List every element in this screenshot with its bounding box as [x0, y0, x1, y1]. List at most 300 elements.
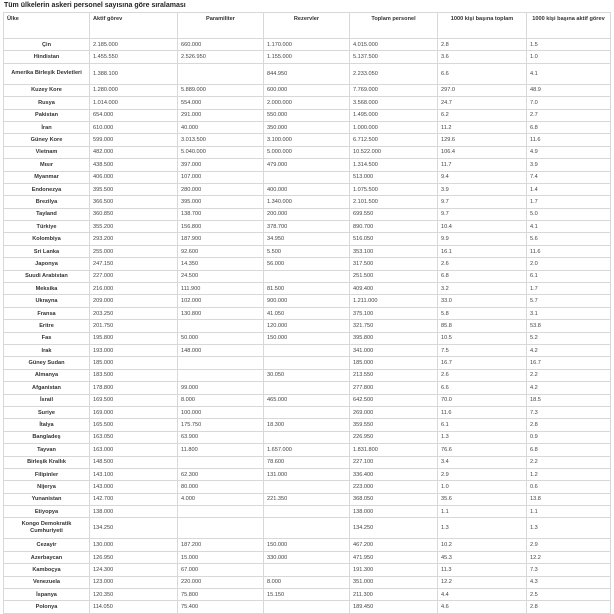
total-per-1000-cell: 9.4 [438, 171, 527, 183]
table-row [4, 221, 611, 233]
country-cell: Mısır [4, 159, 90, 171]
reserves-cell: 41.050 [264, 307, 350, 319]
total-per-1000-cell: 9.7 [438, 196, 527, 208]
paramilitary-cell: 187.900 [178, 233, 264, 245]
total-per-1000-cell: 6.8 [438, 270, 527, 282]
reserves-cell [264, 171, 350, 183]
table-row [4, 444, 611, 456]
total-personnel-cell: 516.050 [350, 233, 438, 245]
table-row [4, 382, 611, 394]
reserves-cell: 15.150 [264, 589, 350, 601]
reserves-cell [264, 270, 350, 282]
total-personnel-cell: 7.769.000 [350, 84, 438, 96]
active-duty-cell: 165.500 [90, 419, 178, 431]
total-personnel-cell: 409.400 [350, 283, 438, 295]
table-row [4, 51, 611, 63]
country-cell: Eritre [4, 320, 90, 332]
column-header-reserves[interactable]: Rezervler [264, 13, 350, 39]
table-row [4, 258, 611, 270]
total-per-1000-cell: 12.2 [438, 576, 527, 588]
country-cell: Güney Kore [4, 134, 90, 146]
paramilitary-cell: 291.000 [178, 109, 264, 121]
table-row [4, 539, 611, 551]
reserves-cell: 1.155.000 [264, 51, 350, 63]
total-per-1000-cell: 33.0 [438, 295, 527, 307]
table-row [4, 406, 611, 418]
country-cell: Nijerya [4, 481, 90, 493]
active-duty-cell: 203.250 [90, 307, 178, 319]
total-per-1000-cell: 6.6 [438, 382, 527, 394]
total-per-1000-cell: 1.0 [438, 481, 527, 493]
total-personnel-cell: 138.000 [350, 506, 438, 518]
paramilitary-cell [178, 369, 264, 381]
active-per-1000-cell: 11.6 [527, 245, 611, 257]
reserves-cell: 221.350 [264, 493, 350, 505]
total-personnel-cell: 2.233.050 [350, 63, 438, 84]
country-cell: Amerika Birleşik Devletleri [4, 63, 90, 84]
reserves-cell [264, 382, 350, 394]
table-row [4, 295, 611, 307]
paramilitary-cell: 63.900 [178, 431, 264, 443]
paramilitary-cell [178, 518, 264, 539]
total-personnel-cell: 317.500 [350, 258, 438, 270]
country-cell: Pakistan [4, 109, 90, 121]
table-row [4, 146, 611, 158]
total-personnel-cell: 359.550 [350, 419, 438, 431]
total-personnel-cell: 375.100 [350, 307, 438, 319]
column-header-paramilitary[interactable]: Paramiliter [178, 13, 264, 39]
table-row [4, 97, 611, 109]
active-per-1000-cell: 3.9 [527, 159, 611, 171]
active-duty-cell: 193.000 [90, 344, 178, 356]
total-per-1000-cell: 2.6 [438, 258, 527, 270]
total-per-1000-cell: 3.6 [438, 51, 527, 63]
active-duty-cell: 360.850 [90, 208, 178, 220]
reserves-cell: 18.300 [264, 419, 350, 431]
total-personnel-cell: 1.000.000 [350, 121, 438, 133]
paramilitary-cell: 148.000 [178, 344, 264, 356]
total-personnel-cell: 4.015.000 [350, 39, 438, 51]
total-per-1000-cell: 3.4 [438, 456, 527, 468]
column-header-total-personnel[interactable]: Toplam personel [350, 13, 438, 39]
country-cell: İtalya [4, 419, 90, 431]
active-per-1000-cell: 6.8 [527, 444, 611, 456]
reserves-cell [264, 481, 350, 493]
table-row [4, 357, 611, 369]
table-row [4, 320, 611, 332]
total-personnel-cell: 1.831.800 [350, 444, 438, 456]
table-row [4, 233, 611, 245]
total-per-1000-cell: 2.9 [438, 468, 527, 480]
table-row [4, 589, 611, 601]
table-row [4, 468, 611, 480]
active-per-1000-cell: 5.6 [527, 233, 611, 245]
total-personnel-cell: 191.300 [350, 564, 438, 576]
country-cell: Fas [4, 332, 90, 344]
active-per-1000-cell: 1.7 [527, 196, 611, 208]
active-per-1000-cell: 1.7 [527, 283, 611, 295]
active-duty-cell: 148.500 [90, 456, 178, 468]
column-header-active-per-1000[interactable]: 1000 kişi başına aktif görev [527, 13, 611, 39]
reserves-cell: 8.000 [264, 576, 350, 588]
total-personnel-cell: 321.750 [350, 320, 438, 332]
table-row [4, 431, 611, 443]
total-per-1000-cell: 297.0 [438, 84, 527, 96]
active-duty-cell: 255.000 [90, 245, 178, 257]
total-per-1000-cell: 6.2 [438, 109, 527, 121]
total-personnel-cell: 1.211.000 [350, 295, 438, 307]
total-per-1000-cell: 5.8 [438, 307, 527, 319]
table-row [4, 134, 611, 146]
total-personnel-cell: 277.800 [350, 382, 438, 394]
paramilitary-cell [178, 456, 264, 468]
country-cell: Kuzey Kore [4, 84, 90, 96]
active-duty-cell: 183.500 [90, 369, 178, 381]
country-cell: Suudi Arabistan [4, 270, 90, 282]
country-cell: Myanmar [4, 171, 90, 183]
active-per-1000-cell: 5.2 [527, 332, 611, 344]
active-per-1000-cell: 3.1 [527, 307, 611, 319]
table-row [4, 369, 611, 381]
country-cell: Brezilya [4, 196, 90, 208]
paramilitary-cell: 75.400 [178, 601, 264, 613]
country-cell: Almanya [4, 369, 90, 381]
active-duty-cell: 216.000 [90, 283, 178, 295]
paramilitary-cell: 102.000 [178, 295, 264, 307]
total-personnel-cell: 251.500 [350, 270, 438, 282]
total-personnel-cell: 10.522.000 [350, 146, 438, 158]
paramilitary-cell: 175.750 [178, 419, 264, 431]
active-duty-cell: 143.000 [90, 481, 178, 493]
active-per-1000-cell: 4.1 [527, 63, 611, 84]
paramilitary-cell: 92.600 [178, 245, 264, 257]
total-personnel-cell: 1.495.000 [350, 109, 438, 121]
active-duty-cell: 395.500 [90, 183, 178, 195]
country-cell: Hindistan [4, 51, 90, 63]
total-per-1000-cell: 16.7 [438, 357, 527, 369]
active-per-1000-cell: 12.2 [527, 551, 611, 563]
reserves-cell: 5.000.000 [264, 146, 350, 158]
total-personnel-cell: 368.050 [350, 493, 438, 505]
total-per-1000-cell: 6.6 [438, 63, 527, 84]
total-personnel-cell: 341.000 [350, 344, 438, 356]
total-per-1000-cell: 9.9 [438, 233, 527, 245]
reserves-cell: 1.340.000 [264, 196, 350, 208]
active-per-1000-cell: 4.1 [527, 221, 611, 233]
country-cell: Azerbaycan [4, 551, 90, 563]
page-title: Tüm ülkelerin askeri personel sayısına göre sıralaması [4, 2, 186, 9]
table-row [4, 63, 611, 84]
country-cell: Bangladeş [4, 431, 90, 443]
active-duty-cell: 654.000 [90, 109, 178, 121]
paramilitary-cell [178, 506, 264, 518]
active-per-1000-cell: 53.8 [527, 320, 611, 332]
active-per-1000-cell: 5.0 [527, 208, 611, 220]
table-row [4, 394, 611, 406]
paramilitary-cell: 14.350 [178, 258, 264, 270]
total-per-1000-cell: 10.2 [438, 539, 527, 551]
reserves-cell: 844.950 [264, 63, 350, 84]
active-per-1000-cell: 18.5 [527, 394, 611, 406]
total-per-1000-cell: 11.7 [438, 159, 527, 171]
reserves-cell [264, 357, 350, 369]
active-per-1000-cell: 4.2 [527, 382, 611, 394]
table-row [4, 551, 611, 563]
active-duty-cell: 1.014.000 [90, 97, 178, 109]
active-duty-cell: 134.250 [90, 518, 178, 539]
reserves-cell: 81.500 [264, 283, 350, 295]
active-per-1000-cell: 5.7 [527, 295, 611, 307]
total-personnel-cell: 134.250 [350, 518, 438, 539]
total-per-1000-cell: 16.1 [438, 245, 527, 257]
active-duty-cell: 366.500 [90, 196, 178, 208]
total-personnel-cell: 395.800 [350, 332, 438, 344]
active-per-1000-cell: 2.2 [527, 456, 611, 468]
paramilitary-cell: 62.300 [178, 468, 264, 480]
reserves-cell: 378.700 [264, 221, 350, 233]
country-cell: Cezayir [4, 539, 90, 551]
active-duty-cell: 2.185.000 [90, 39, 178, 51]
active-duty-cell: 120.350 [90, 589, 178, 601]
total-per-1000-cell: 10.5 [438, 332, 527, 344]
reserves-cell: 78.600 [264, 456, 350, 468]
total-personnel-cell: 699.550 [350, 208, 438, 220]
total-personnel-cell: 336.400 [350, 468, 438, 480]
active-duty-cell: 293.200 [90, 233, 178, 245]
country-cell: İsrail [4, 394, 90, 406]
reserves-cell: 465.000 [264, 394, 350, 406]
active-per-1000-cell: 6.1 [527, 270, 611, 282]
country-cell: Sri Lanka [4, 245, 90, 257]
total-personnel-cell: 471.950 [350, 551, 438, 563]
paramilitary-cell: 80.000 [178, 481, 264, 493]
country-cell: Venezuela [4, 576, 90, 588]
reserves-cell: 900.000 [264, 295, 350, 307]
country-cell: Rusya [4, 97, 90, 109]
column-header-country[interactable]: Ülke [4, 13, 90, 39]
paramilitary-cell: 187.200 [178, 539, 264, 551]
total-personnel-cell: 353.100 [350, 245, 438, 257]
total-personnel-cell: 185.000 [350, 357, 438, 369]
country-cell: Kongo Demokratik Cumhuriyeti [4, 518, 90, 539]
column-header-total-per-1000[interactable]: 1000 kişi başına toplam [438, 13, 527, 39]
total-per-1000-cell: 129.6 [438, 134, 527, 146]
paramilitary-cell [178, 63, 264, 84]
military-personnel-table [3, 12, 611, 614]
total-personnel-cell: 227.100 [350, 456, 438, 468]
country-cell: Birleşik Krallık [4, 456, 90, 468]
country-cell: Etiyopya [4, 506, 90, 518]
country-cell: Polonya [4, 601, 90, 613]
reserves-cell: 400.000 [264, 183, 350, 195]
total-personnel-cell: 5.137.500 [350, 51, 438, 63]
active-duty-cell: 138.000 [90, 506, 178, 518]
reserves-cell: 34.950 [264, 233, 350, 245]
active-duty-cell: 355.200 [90, 221, 178, 233]
paramilitary-cell [178, 357, 264, 369]
active-duty-cell: 169.500 [90, 394, 178, 406]
paramilitary-cell: 660.000 [178, 39, 264, 51]
reserves-cell: 330.000 [264, 551, 350, 563]
table-header-row [4, 13, 611, 39]
total-personnel-cell: 1.314.500 [350, 159, 438, 171]
country-cell: Fransa [4, 307, 90, 319]
country-cell: Tayland [4, 208, 90, 220]
country-cell: Irak [4, 344, 90, 356]
total-per-1000-cell: 70.0 [438, 394, 527, 406]
total-personnel-cell: 890.700 [350, 221, 438, 233]
active-duty-cell: 126.950 [90, 551, 178, 563]
total-per-1000-cell: 2.6 [438, 369, 527, 381]
country-cell: Çin [4, 39, 90, 51]
reserves-cell: 120.000 [264, 320, 350, 332]
active-duty-cell: 201.750 [90, 320, 178, 332]
total-personnel-cell: 6.712.500 [350, 134, 438, 146]
total-per-1000-cell: 106.4 [438, 146, 527, 158]
active-per-1000-cell: 6.8 [527, 121, 611, 133]
paramilitary-cell: 220.000 [178, 576, 264, 588]
table-row [4, 159, 611, 171]
active-per-1000-cell: 7.3 [527, 564, 611, 576]
paramilitary-cell: 67.000 [178, 564, 264, 576]
paramilitary-cell: 554.000 [178, 97, 264, 109]
reserves-cell: 30.050 [264, 369, 350, 381]
total-personnel-cell: 351.000 [350, 576, 438, 588]
active-duty-cell: 163.000 [90, 444, 178, 456]
total-personnel-cell: 1.075.500 [350, 183, 438, 195]
total-personnel-cell: 189.450 [350, 601, 438, 613]
active-per-1000-cell: 1.0 [527, 51, 611, 63]
total-per-1000-cell: 11.2 [438, 121, 527, 133]
table-row [4, 506, 611, 518]
active-per-1000-cell: 4.3 [527, 576, 611, 588]
paramilitary-cell: 107.000 [178, 171, 264, 183]
paramilitary-cell: 397.000 [178, 159, 264, 171]
country-cell: Kolombiya [4, 233, 90, 245]
table-row [4, 183, 611, 195]
reserves-cell: 5.500 [264, 245, 350, 257]
active-duty-cell: 123.000 [90, 576, 178, 588]
total-per-1000-cell: 1.3 [438, 518, 527, 539]
active-per-1000-cell: 13.8 [527, 493, 611, 505]
table-row [4, 493, 611, 505]
country-cell: Türkiye [4, 221, 90, 233]
active-per-1000-cell: 2.8 [527, 601, 611, 613]
active-duty-cell: 114.050 [90, 601, 178, 613]
active-duty-cell: 143.100 [90, 468, 178, 480]
active-duty-cell: 124.300 [90, 564, 178, 576]
paramilitary-cell: 40.000 [178, 121, 264, 133]
total-per-1000-cell: 4.4 [438, 589, 527, 601]
active-per-1000-cell: 2.8 [527, 419, 611, 431]
total-per-1000-cell: 4.6 [438, 601, 527, 613]
total-personnel-cell: 2.101.500 [350, 196, 438, 208]
paramilitary-cell: 130.800 [178, 307, 264, 319]
active-duty-cell: 130.000 [90, 539, 178, 551]
country-cell: Güney Sudan [4, 357, 90, 369]
paramilitary-cell: 8.000 [178, 394, 264, 406]
active-duty-cell: 169.000 [90, 406, 178, 418]
paramilitary-cell: 50.000 [178, 332, 264, 344]
table-row [4, 576, 611, 588]
active-per-1000-cell: 2.2 [527, 369, 611, 381]
reserves-cell [264, 518, 350, 539]
reserves-cell: 1.657.000 [264, 444, 350, 456]
active-duty-cell: 406.000 [90, 171, 178, 183]
reserves-cell: 550.000 [264, 109, 350, 121]
table-row [4, 245, 611, 257]
table-row [4, 39, 611, 51]
table-row [4, 196, 611, 208]
active-per-1000-cell: 1.2 [527, 468, 611, 480]
paramilitary-cell: 15.000 [178, 551, 264, 563]
paramilitary-cell: 4.000 [178, 493, 264, 505]
total-personnel-cell: 223.000 [350, 481, 438, 493]
active-per-1000-cell: 4.9 [527, 146, 611, 158]
reserves-cell: 350.000 [264, 121, 350, 133]
active-per-1000-cell: 0.9 [527, 431, 611, 443]
total-per-1000-cell: 1.3 [438, 431, 527, 443]
total-per-1000-cell: 6.1 [438, 419, 527, 431]
paramilitary-cell: 5.889.000 [178, 84, 264, 96]
total-per-1000-cell: 85.8 [438, 320, 527, 332]
country-cell: Japonya [4, 258, 90, 270]
reserves-cell [264, 431, 350, 443]
total-personnel-cell: 269.000 [350, 406, 438, 418]
reserves-cell: 600.000 [264, 84, 350, 96]
reserves-cell [264, 506, 350, 518]
active-per-1000-cell: 2.7 [527, 109, 611, 121]
reserves-cell: 56.000 [264, 258, 350, 270]
table-row [4, 270, 611, 282]
active-per-1000-cell: 2.9 [527, 539, 611, 551]
active-per-1000-cell: 2.0 [527, 258, 611, 270]
active-per-1000-cell: 2.5 [527, 589, 611, 601]
table-row [4, 84, 611, 96]
active-per-1000-cell: 48.9 [527, 84, 611, 96]
total-per-1000-cell: 11.6 [438, 406, 527, 418]
table-row [4, 283, 611, 295]
total-per-1000-cell: 7.5 [438, 344, 527, 356]
active-duty-cell: 1.455.550 [90, 51, 178, 63]
country-cell: Ukrayna [4, 295, 90, 307]
table-row [4, 518, 611, 539]
paramilitary-cell: 3.013.500 [178, 134, 264, 146]
paramilitary-cell: 5.040.000 [178, 146, 264, 158]
paramilitary-cell: 395.000 [178, 196, 264, 208]
reserves-cell: 200.000 [264, 208, 350, 220]
active-duty-cell: 209.000 [90, 295, 178, 307]
paramilitary-cell: 11.800 [178, 444, 264, 456]
country-cell: Afganistan [4, 382, 90, 394]
reserves-cell: 131.000 [264, 468, 350, 480]
reserves-cell: 1.170.000 [264, 39, 350, 51]
table-row [4, 456, 611, 468]
active-per-1000-cell: 7.3 [527, 406, 611, 418]
active-duty-cell: 247.150 [90, 258, 178, 270]
paramilitary-cell: 100.000 [178, 406, 264, 418]
active-duty-cell: 1.388.100 [90, 63, 178, 84]
total-personnel-cell: 513.000 [350, 171, 438, 183]
active-per-1000-cell: 1.3 [527, 518, 611, 539]
active-duty-cell: 142.700 [90, 493, 178, 505]
table-body [4, 39, 611, 614]
active-duty-cell: 178.800 [90, 382, 178, 394]
country-cell: Vietnam [4, 146, 90, 158]
paramilitary-cell [178, 320, 264, 332]
country-cell: Kamboçya [4, 564, 90, 576]
column-header-active-duty[interactable]: Aktif görev [90, 13, 178, 39]
